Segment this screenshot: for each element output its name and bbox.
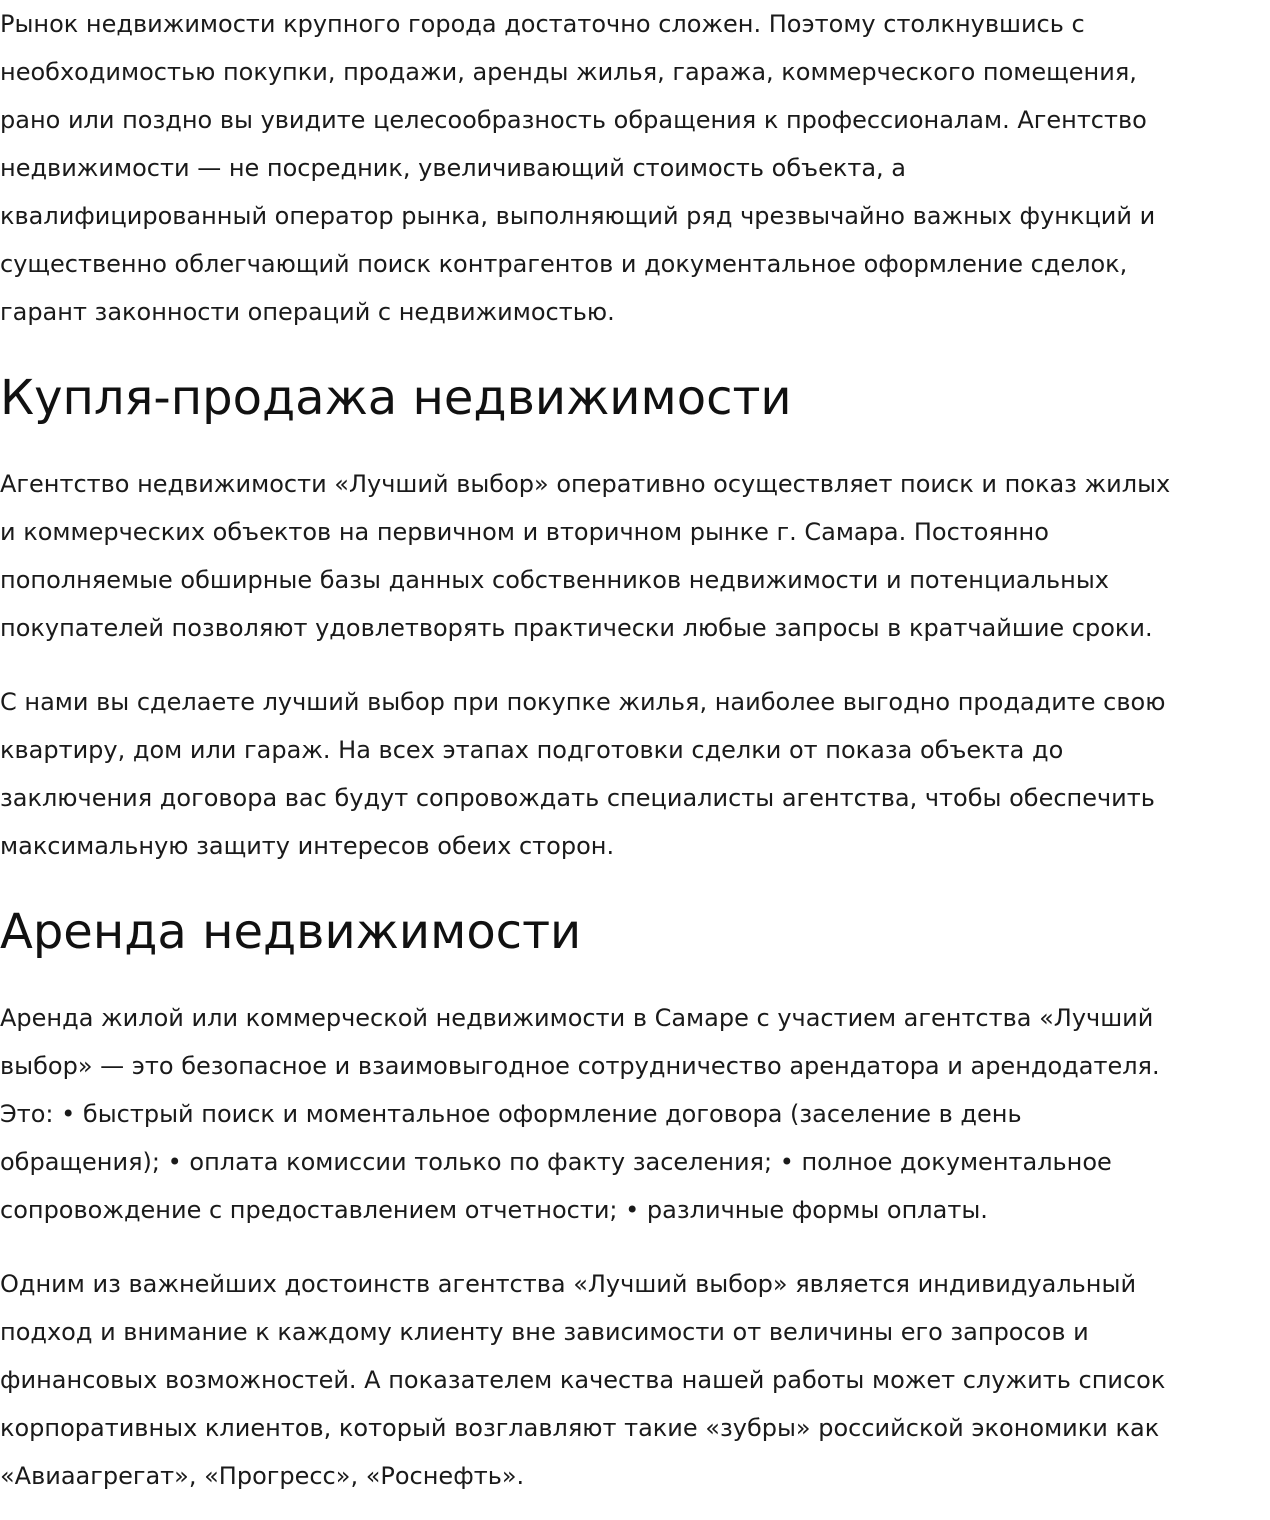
rent-paragraph-1: [0, 994, 1270, 1234]
sale-paragraph-2: [0, 678, 1270, 870]
paragraph-line: квартиру, дом или гараж. На всех этапах подготовки сделки от показа объекта до: [0, 736, 1064, 764]
sale-paragraph-1: [0, 460, 1270, 652]
paragraph-line: Это: • быстрый поиск и моментальное оформление договора (заселение в день: [0, 1100, 1022, 1128]
paragraph-line: финансовых возможностей. А показателем качества нашей работы может служить список: [0, 1366, 1166, 1394]
paragraph-line: корпоративных клиентов, который возглавляют такие «зубры» российской экономики как: [0, 1414, 1160, 1442]
paragraph-line: пополняемые обширные базы данных собственников недвижимости и потенциальных: [0, 566, 1109, 594]
paragraph-line: квалифицированный оператор рынка, выполняющий ряд чрезвычайно важных функций и: [0, 202, 1156, 230]
paragraph-line: Рынок недвижимости крупного города достаточно сложен. Поэтому столкнувшись с: [0, 10, 1085, 38]
paragraph-line: заключения договора вас будут сопровождать специалисты агентства, чтобы обеспечить: [0, 784, 1155, 812]
paragraph-line: существенно облегчающий поиск контрагентов и документальное оформление сделок,: [0, 250, 1128, 278]
intro-paragraph: [0, 0, 1270, 336]
paragraph-line: сопровождение с предоставлением отчетности; • различные формы оплаты.: [0, 1196, 988, 1224]
paragraph-line: обращения); • оплата комиссии только по факту заселения; • полное документальное: [0, 1148, 1112, 1176]
paragraph-line: Агентство недвижимости «Лучший выбор» оперативно осуществляет поиск и показ жилых: [0, 470, 1171, 498]
paragraph-line: недвижимости — не посредник, увеличивающий стоимость объекта, а: [0, 154, 906, 182]
paragraph-line: подход и внимание к каждому клиенту вне зависимости от величины его запросов и: [0, 1318, 1089, 1346]
paragraph-line: выбор» — это безопасное и взаимовыгодное сотрудничество арендатора и арендодателя.: [0, 1052, 1160, 1080]
paragraph-line: максимальную защиту интересов обеих сторон.: [0, 832, 615, 860]
paragraph-line: гарант законности операций с недвижимостью.: [0, 298, 615, 326]
paragraph-line: необходимостью покупки, продажи, аренды жилья, гаража, коммерческого помещения,: [0, 58, 1137, 86]
section-heading-rent: Аренда недвижимости: [0, 904, 582, 960]
paragraph-line: Аренда жилой или коммерческой недвижимости в Самаре с участием агентства «Лучший: [0, 1004, 1154, 1032]
paragraph-line: покупателей позволяют удовлетворять практически любые запросы в кратчайшие сроки.: [0, 614, 1153, 642]
paragraph-line: С нами вы сделаете лучший выбор при покупке жилья, наиболее выгодно продадите свою: [0, 688, 1166, 716]
paragraph-line: рано или поздно вы увидите целесообразность обращения к профессионалам. Агентство: [0, 106, 1147, 134]
paragraph-line: и коммерческих объектов на первичном и вторичном рынке г. Самара. Постоянно: [0, 518, 1049, 546]
paragraph-line: Одним из важнейших достоинств агентства «Лучший выбор» является индивидуальный: [0, 1270, 1137, 1298]
rent-paragraph-2: [0, 1260, 1270, 1500]
section-heading-sale: Купля-продажа недвижимости: [0, 370, 792, 426]
paragraph-line: «Авиаагрегат», «Прогресс», «Роснефть».: [0, 1462, 525, 1490]
